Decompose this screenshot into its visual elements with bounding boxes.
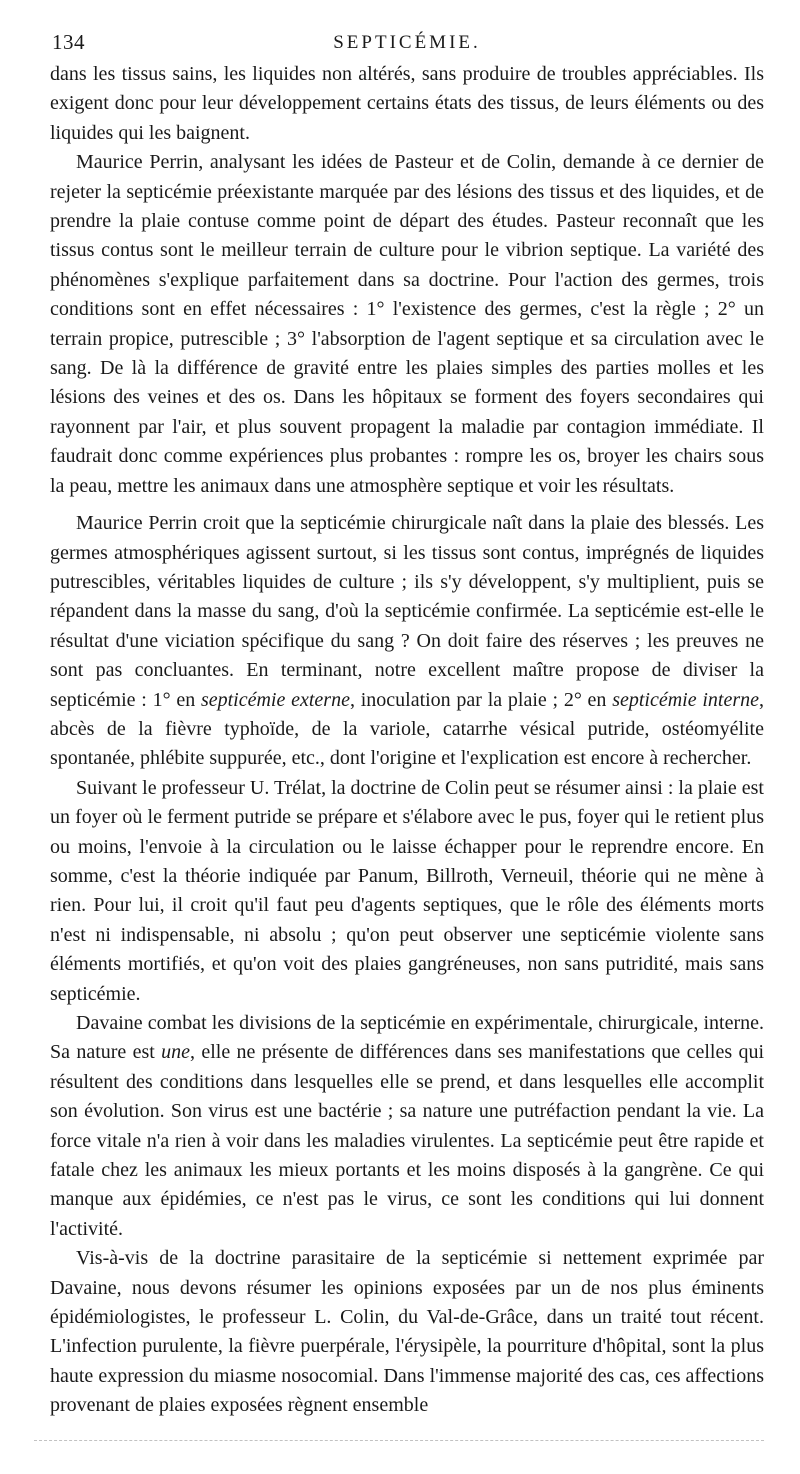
footer-rule <box>34 1440 764 1441</box>
running-title: SEPTICÉMIE. <box>333 32 481 53</box>
paragraph-text: Davaine combat les divisions de la septicémie en expérimentale, chirurgicale, interne. Sa nature est <box>50 1012 764 1064</box>
paragraph <box>50 1244 764 1420</box>
page-number: 134 <box>52 30 85 54</box>
paragraph <box>50 1009 764 1244</box>
paragraph-text: Vis-à-vis de la doctrine parasitaire de la septicémie si nettement exprimée par Davaine, nous devons résumer les opinions exposées par un de nos plus éminents épidémiologistes, le professeur L. Colin, du Val-de-Grâce, dans un traité tout récent. L'infection purulente, la fièvre puerpérale, l'érysipèle, la pourriture d'hôpital, sont la plus haute expression du miasme nosocomial. Dans l'immense majorité des cas, ces affections provenant de plaies exposées règnent ensemble <box>50 1247 764 1417</box>
paragraph-text: , elle ne présente de différences dans ses manifestations que celles qui résultent des conditions dans lesquelles elle se prend, et dans lesquelles elle accomplit son évolution. Son virus est une bactérie ; sa nature une putréfaction pendant la vie. La force vitale n'a rien à voir dans les maladies virulentes. La septicémie peut être rapide et fatale chez les animaux les mieux portants et les moins disposés à la gangrène. Ce qui manque aux épidémies, ce n'est pas le virus, ce sont les conditions qui lui donnent l'activité. <box>50 1041 764 1240</box>
paragraph <box>50 509 764 774</box>
paragraph-text: , inoculation par la plaie ; 2° en <box>349 688 613 711</box>
paragraph-gap <box>50 501 764 509</box>
paragraph-text: dans les tissus sains, les liquides non altérés, sans produire de troubles appréciables. Ils exigent donc pour leur développement certains états des tissus, de leurs éléments ou des liquides qui les baignent. <box>50 63 764 144</box>
paragraph-text: , abcès de la fièvre typhoïde, de la variole, catarrhe vésical putride, ostéomyélite spontanée, phlébite suppurée, etc., dont l'origine et l'explication est encore à rechercher. <box>50 688 764 770</box>
italic-text: septicémie externe <box>200 688 350 711</box>
italic-text: septicémie interne <box>612 688 759 711</box>
text-body <box>50 60 764 1421</box>
paragraph <box>50 774 764 1009</box>
paragraph-text: Maurice Perrin croit que la septicémie chirurgicale naît dans la plaie des blessés. Les germes atmosphériques agissent surtout, si les tissus sont contus, imprégnés de liquides putrescibles, véritables liquides de culture ; ils s'y développent, s'y multiplient, puis se répandent dans la masse du sang, d'où la septicémie confirmée. La septicémie est-elle le résultat d'une viciation spécifique du sang ? On doit faire des réserves ; les preuves ne sont pas concluantes. En terminant, notre excellent maître propose de diviser la septicémie : 1° en <box>50 512 764 711</box>
paragraph <box>50 60 764 148</box>
italic-text: une <box>161 1041 191 1064</box>
running-head <box>52 28 762 58</box>
paragraph-text: Suivant le professeur U. Trélat, la doctrine de Colin peut se résumer ainsi : la plaie est un foyer où le ferment putride se prépare et s'élabore avec le pus, foyer qui le retient plus ou moins, l'envoie à la circulation ou le laisse échapper pour le reprendre encore. En somme, c'est la théorie indiquée par Panum, Billroth, Verneuil, théorie qui ne mène à rien. Pour lui, il croit qu'il faut peu d'agents septiques, que le rôle des éléments morts n'est ni indispensable, ni absolu ; qu'on peut observer une septicémie violente sans éléments mortifiés, et qu'on voit des plaies gangréneuses, non sans putridité, mais sans septicémie. <box>50 776 764 1005</box>
paragraph <box>50 148 764 501</box>
paragraph-text: Maurice Perrin, analysant les idées de Pasteur et de Colin, demande à ce dernier de rejeter la septicémie préexistante marquée par des lésions des tissus et des liquides, et de prendre la plaie contuse comme point de départ des études. Pasteur reconnaît que les tissus contus sont le meilleur terrain de culture pour le vibrion septique. La variété des phénomènes s'explique parfaitement dans sa doctrine. Pour l'action des germes, trois conditions sont en effet nécessaires : 1° l'existence des germes, c'est la règle ; 2° un terrain propice, putrescible ; 3° l'absorption de l'agent septique et sa circulation avec le sang. De là la différence de gravité entre les plaies simples des parties molles et les lésions des veines et des os. Dans les hôpitaux se forment des foyers secondaires qui rayonnent par l'air, et plus souvent propagent la maladie par contagion immédiate. Il faudrait donc comme expériences plus probantes : rompre les os, broyer les chairs sous la peau, mettre les animaux dans une atmosphère septique et voir les résultats. <box>50 151 764 497</box>
